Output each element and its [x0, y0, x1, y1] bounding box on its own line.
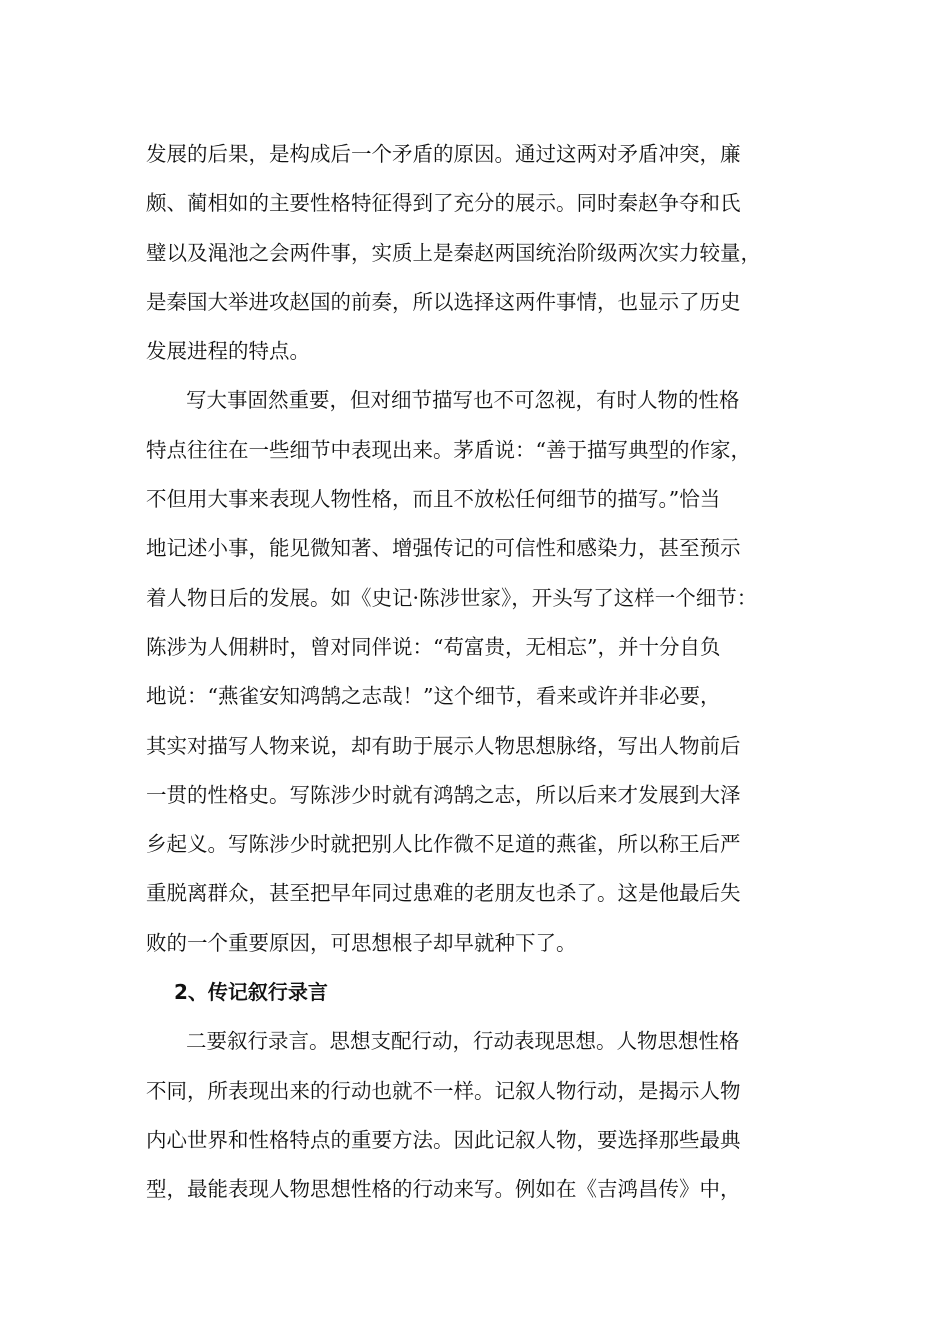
- text-line: 是秦国大举进攻赵国的前奏，所以选择这两件事情，也显示了历史: [146, 289, 741, 314]
- text-line: 型，最能表现人物思想性格的行动来写。例如在《吉鸿昌传》中，: [146, 1177, 741, 1202]
- text-line: 发展的后果，是构成后一个矛盾的原因。通过这两对矛盾冲突，廉: [146, 142, 741, 166]
- text-line: 地说：“燕雀安知鸿鹄之志哉！”这个细节，看来或许并非必要，: [146, 684, 721, 709]
- text-line: 其实对描写人物来说，却有助于展示人物思想脉络，写出人物前后: [146, 733, 741, 758]
- text-line: 璧以及渑池之会两件事，实质上是秦赵两国统治阶级两次实力较量，: [146, 240, 761, 265]
- text-line: 颇、蔺相如的主要性格特征得到了充分的展示。同时秦赵争夺和氏: [146, 191, 741, 216]
- text-line: 特点往往在一些细节中表现出来。茅盾说：“善于描写典型的作家，: [146, 437, 751, 462]
- text-line: 内心世界和性格特点的重要方法。因此记叙人物，要选择那些最典: [146, 1127, 741, 1152]
- text-line: 不但用大事来表现人物性格，而且不放松任何细节的描写。”恰当: [146, 487, 721, 512]
- text-line: 地记述小事，能见微知著、增强传记的可信性和感染力，甚至预示: [146, 536, 741, 561]
- paragraph-first-line: 二要叙行录言。思想支配行动，行动表现思想。人物思想性格: [186, 1029, 740, 1054]
- text-line: 重脱离群众，甚至把早年同过患难的老朋友也杀了。这是他最后失: [146, 881, 741, 906]
- text-line: 乡起义。写陈涉少时就把别人比作微不足道的燕雀，所以称王后严: [146, 832, 741, 857]
- text-line: 陈涉为人佣耕时，曾对同伴说：“苟富贵，无相忘”，并十分自负: [146, 634, 721, 659]
- paragraph-first-line: 写大事固然重要，但对细节描写也不可忽视，有时人物的性格: [186, 388, 740, 413]
- text-line: 败的一个重要原因，可思想根子却早就种下了。: [146, 930, 577, 955]
- text-line: 不同，所表现出来的行动也就不一样。记叙人物行动，是揭示人物: [146, 1078, 741, 1103]
- document-body: [146, 130, 806, 1215]
- section-heading: 2、传记叙行录言: [174, 980, 328, 1005]
- text-line: 一贯的性格史。写陈涉少时就有鸿鹄之志，所以后来才发展到大泽: [146, 782, 741, 807]
- text-line: 发展进程的特点。: [146, 339, 310, 364]
- text-line: 着人物日后的发展。如《史记·陈涉世家》，开头写了这样一个细节：: [146, 585, 758, 610]
